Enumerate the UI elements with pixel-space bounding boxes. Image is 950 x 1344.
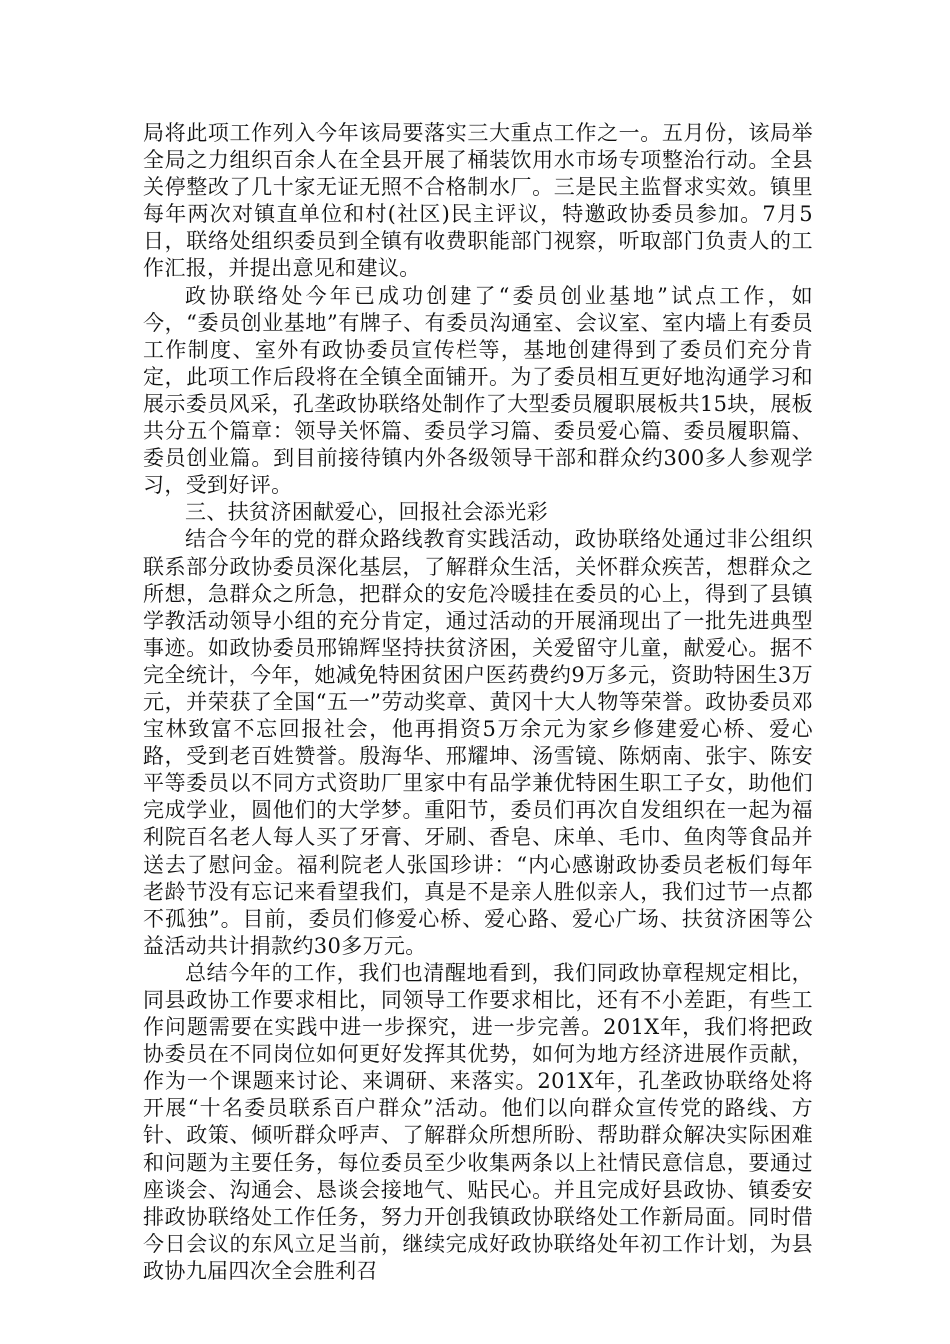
document-body — [143, 120, 813, 1285]
section-heading-poverty-relief: 三、扶贫济困献爱心，回报社会添光彩 — [185, 500, 548, 525]
paragraph-summary: 总结今年的工作，我们也清醒地看到，我们同政协章程规定相比，同县政协工作要求相比，同领导工作要求相比，还有不小差距，有些工作问题需要在实践中进一步探究，进一步完善。201X年，我们将把政协委员在不同岗位如何更好发挥其优势，如何为地方经济进展作贡献，作为一个课题来讨论、来调研、来落实。201X年，孔垄政协联络处将开展“十名委员联系百户群众”活动。他们以向群众宣传党的路线、方针、政策、倾听群众呼声、了解群众所想所盼、帮助群众解决实际困难和问题为主要任务，每位委员至少收集两条以上社情民意信息，要通过座谈会、沟通会、恳谈会接地气、贴民心。并且完成好县政协、镇委安排政协联络处工作任务，努力开创我镇政协联络处工作新局面。同时借今日会议的东风立足当前，继续完成好政协联络处年初工作计划，为县政协九届四次全会胜利召 — [143, 960, 813, 1283]
paragraph-poverty-relief: 结合今年的党的群众路线教育实践活动，政协联络处通过非公组织联系部分政协委员深化基层，了解群众生活，关怀群众疾苦，想群众之所想，急群众之所急，把群众的安危冷暖挂在委员的心上，得到了县镇学教活动领导小组的充分肯定，通过活动的开展涌现出了一批先进典型事迹。如政协委员邢锦辉坚持扶贫济困，关爱留守儿童，献爱心。据不完全统计，今年，她减免特困贫困户医药费约9万多元，资助特困生3万元，并荣获了全国“五一”劳动奖章、黄冈十大人物等荣誉。政协委员邓宝林致富不忘回报社会，他再捐资5万余元为家乡修建爱心桥、爱心路，受到老百姓赞誉。殷海华、邢耀坤、汤雪镜、陈炳南、张宇、陈安平等委员以不同方式资助厂里家中有品学兼优特困生职工子女，助他们完成学业，圆他们的大学梦。重阳节，委员们再次自发组织在一起为福利院百名老人每人买了牙膏、牙刷、香皂、床单、毛巾、鱼肉等食品并送去了慰问金。福利院老人张国珍讲：“内心感谢政协委员老板们每年老龄节没有忘记来看望我们，真是不是亲人胜似亲人，我们过节一点都不孤独”。目前，委员们修爱心桥、爱心路、爱心广场、扶贫济困等公益活动共计捐款约30多万元。 — [143, 527, 813, 958]
paragraph-supervision: 局将此项工作列入今年该局要落实三大重点工作之一。五月份，该局举全局之力组织百余人在全县开展了桶装饮用水市场专项整治行动。全县关停整改了几十家无证无照不合格制水厂。三是民主监督求实效。镇里每年两次对镇直单位和村(社区)民主评议，特邀政协委员参加。7月5日，联络处组织委员到全镇有收费职能部门视察，听取部门负责人的工作汇报，并提出意见和建议。 — [143, 121, 813, 281]
paragraph-committee-base: 政协联络处今年已成功创建了“委员创业基地”试点工作，如今，“委员创业基地”有牌子、有委员沟通室、会议室、室内墙上有委员工作制度、室外有政协委员宣传栏等，基地创建得到了委员们充分肯定，此项工作后段将在全镇全面铺开。为了委员相互更好地沟通学习和展示委员风采，孔垄政协联络处制作了大型委员履职展板共15块，展板共分五个篇章：领导关怀篇、委员学习篇、委员爱心篇、委员履职篇、委员创业篇。到目前接待镇内外各级领导干部和群众约300多人参观学习，受到好评。 — [143, 283, 813, 498]
